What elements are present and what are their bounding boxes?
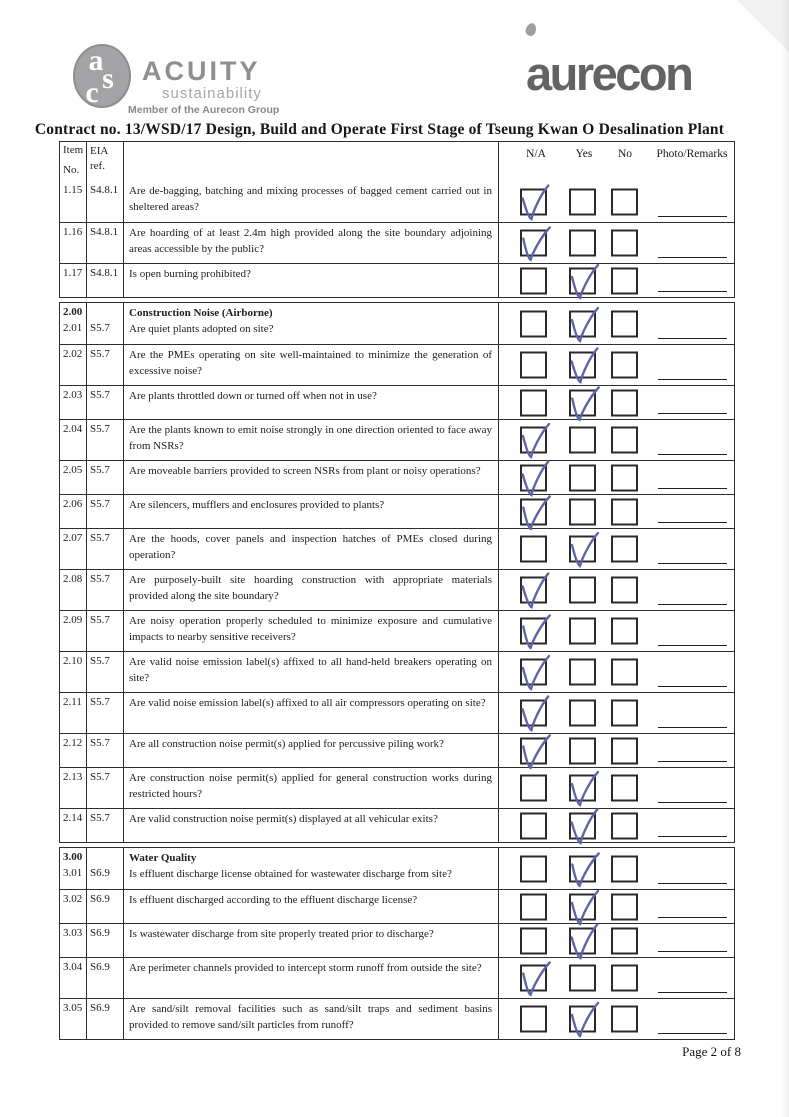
table-row [60,733,734,767]
checkbox-no[interactable] [611,188,638,215]
answer-cell [499,999,734,1039]
checkmark-icon [565,1000,603,1048]
question-text: Are valid noise emission label(s) affixed to all hand-held breakers operating on site? [129,656,492,684]
answer-cell [499,734,734,767]
eia-ref: S5.7 [90,771,110,783]
item-no: 2.11 [63,696,82,708]
checkbox-na[interactable] [520,812,547,839]
answer-cell [499,768,734,808]
item-no-cell [60,768,87,808]
eia-ref: S6.9 [90,1002,110,1014]
question-text: Are de-bagging, batching and mixing processes of bagged cement carried out in sheltered areas? [129,185,492,213]
scan-edge-shadow [782,0,789,1117]
aurecon-wordmark: aurecon [526,47,692,100]
question-cell [124,611,499,651]
remarks-line[interactable] [658,257,727,258]
eia-ref-cell [87,264,124,297]
eia-ref: S6.9 [90,893,110,905]
header-item-no: Item No. [60,142,87,181]
item-no: 3.05 [63,1002,83,1014]
item-no: 2.07 [63,532,83,544]
remarks-line[interactable] [658,488,727,489]
eia-ref: S5.7 [90,812,110,824]
eia-ref: S5.7 [90,696,110,708]
svg-text:a: a [88,44,104,77]
eia-ref-cell [87,529,124,569]
checkbox-no[interactable] [611,927,638,954]
acuity-monogram-icon [72,44,132,113]
checkbox-no[interactable] [611,267,638,294]
question-cell [124,420,499,460]
acuity-wordmark: ACUITY [142,56,261,86]
question-text: Are moveable barriers provided to screen NSRs from plant or noisy operations? [129,465,481,477]
eia-ref: S5.7 [90,322,110,334]
header-answers [499,142,734,181]
question-text: Are valid noise emission label(s) affixed to all air compressors operating on site? [129,697,486,709]
checkbox-yes[interactable] [569,737,596,764]
answer-cell [499,809,734,842]
eia-ref-cell [87,652,124,692]
item-no: 2.03 [63,389,83,401]
checkbox-na[interactable] [520,775,547,802]
question-cell [124,181,499,222]
table-row [60,494,734,528]
eia-ref: S5.7 [90,532,110,544]
checkbox-no[interactable] [611,855,638,882]
answer-cell [499,223,734,263]
aurecon-dot-icon [524,22,538,37]
question-text: Is effluent discharged according to the effluent discharge license? [129,894,418,906]
header-photo-remarks: Photo/Remarks [656,148,728,160]
eia-ref-cell [87,495,124,528]
item-no-cell [60,181,87,222]
item-no: 3.02 [63,893,83,905]
answer-cell [499,264,734,297]
question-text: Are noisy operation properly scheduled to minimize exposure and cumulative impacts to nearby sensitive receivers? [129,615,492,643]
table-row [60,889,734,923]
acuity-subtitle: sustainability [162,85,262,102]
item-no-cell [60,529,87,569]
eia-ref: S5.7 [90,389,110,401]
eia-ref-cell [87,734,124,767]
eia-ref: S5.7 [90,498,110,510]
item-no: 1.15 [63,184,83,196]
checkbox-yes[interactable] [569,700,596,727]
eia-ref-cell [87,223,124,263]
eia-ref-cell [87,848,124,889]
section-no: 3.00 [63,851,83,863]
answer-cell [499,345,734,385]
answer-cell [499,461,734,494]
remarks-line[interactable] [658,883,727,884]
segment-rows [60,181,734,297]
answer-cell [499,958,734,998]
item-no-cell [60,611,87,651]
checkbox-na[interactable] [520,536,547,563]
svg-text:s: s [102,62,114,95]
question-cell [124,461,499,494]
remarks-line[interactable] [658,727,727,728]
question-text: Are the plants known to emit noise strongly in one direction oriented to face away from NSRs? [129,424,492,452]
item-no-cell [60,890,87,923]
item-no-cell [60,693,87,733]
checkbox-na[interactable] [520,927,547,954]
section-title: Construction Noise (Airborne) [129,307,273,319]
item-no-cell [60,999,87,1039]
header-yes: Yes [575,148,593,160]
table-row [60,344,734,385]
table-row [60,528,734,569]
answer-cell [499,529,734,569]
question-text: Are all construction noise permit(s) applied for percussive piling work? [129,738,444,750]
checkbox-yes[interactable] [569,965,596,992]
checkbox-yes[interactable] [569,659,596,686]
item-no-cell [60,958,87,998]
eia-ref-cell [87,570,124,610]
eia-ref-cell [87,958,124,998]
table-row [60,848,734,889]
checkbox-no[interactable] [611,737,638,764]
eia-ref-cell [87,924,124,957]
answer-cell [499,570,734,610]
table-row [60,651,734,692]
item-no: 2.01 [63,322,83,334]
checkbox-no[interactable] [611,577,638,604]
item-no-cell [60,303,87,344]
question-text: Are perimeter channels provided to intercept storm runoff from outside the site? [129,962,482,974]
table-row [60,460,734,494]
table-row [60,222,734,263]
checkbox-na[interactable] [520,267,547,294]
checkbox-yes[interactable] [569,498,596,525]
page-title: Contract no. 13/WSD/17 Design, Build and Operate First Stage of Tseung Kwan O Desalination Plant [34,121,725,138]
table-row [60,569,734,610]
item-no-cell [60,420,87,460]
question-cell [124,693,499,733]
segment-rows [60,848,734,1039]
question-cell [124,264,499,297]
question-text: Are silencers, mufflers and enclosures provided to plants? [129,499,385,511]
question-cell [124,529,499,569]
remarks-line[interactable] [658,1033,727,1034]
header-na: N/A [526,148,546,160]
remarks-line[interactable] [658,216,727,217]
remarks-line[interactable] [658,454,727,455]
question-text: Are hoarding of at least 2.4m high provided along the site boundary adjoining areas accessible by the public? [129,227,492,255]
answer-cell [499,848,734,889]
remarks-line[interactable] [658,413,727,414]
aurecon-logo [526,47,692,100]
answer-cell [499,693,734,733]
table-row [60,181,734,222]
checkbox-no[interactable] [611,659,638,686]
question-cell [124,652,499,692]
question-cell [124,386,499,419]
item-no: 3.04 [63,961,83,973]
table-row [60,263,734,297]
answer-cell [499,386,734,419]
question-text: Is effluent discharge license obtained for wastewater discharge from site? [129,867,452,880]
question-cell [124,223,499,263]
remarks-line[interactable] [658,291,727,292]
eia-ref: S6.9 [90,867,110,879]
item-no: 2.14 [63,812,83,824]
question-cell [124,495,499,528]
eia-ref-cell [87,809,124,842]
checkbox-no[interactable] [611,498,638,525]
question-cell [124,734,499,767]
question-cell [124,768,499,808]
item-no: 2.12 [63,737,83,749]
checkbox-no[interactable] [611,310,638,337]
question-text: Are sand/silt removal facilities such as sand/silt traps and sediment basins provided to remove sand/silt particles from runoff? [129,1003,492,1031]
remarks-line[interactable] [658,992,727,993]
remarks-line[interactable] [658,686,727,687]
checkbox-no[interactable] [611,230,638,257]
checkbox-no[interactable] [611,775,638,802]
eia-ref: S5.7 [90,614,110,626]
checklist-table [59,141,735,1044]
eia-ref: S5.7 [90,737,110,749]
question-cell [124,809,499,842]
checkbox-na[interactable] [520,893,547,920]
item-no: 3.03 [63,927,83,939]
checkbox-no[interactable] [611,389,638,416]
table-row [60,692,734,733]
eia-ref-cell [87,345,124,385]
answer-cell [499,611,734,651]
question-cell [124,303,499,344]
checkbox-no[interactable] [611,352,638,379]
checkbox-yes[interactable] [569,618,596,645]
item-no: 2.05 [63,464,83,476]
question-text: Are the PMEs operating on site well-maintained to minimize the generation of excessive noise? [129,349,492,377]
item-no: 2.10 [63,655,83,667]
answer-cell [499,924,734,957]
item-no-cell [60,461,87,494]
remarks-line[interactable] [658,645,727,646]
question-cell [124,345,499,385]
checkbox-no[interactable] [611,1006,638,1033]
checkbox-yes[interactable] [569,464,596,491]
remarks-line[interactable] [658,379,727,380]
item-no-cell [60,223,87,263]
svg-text:c: c [85,76,99,108]
question-text: Is open burning prohibited? [129,268,251,280]
eia-ref-cell [87,890,124,923]
checkbox-no[interactable] [611,618,638,645]
remarks-line[interactable] [658,836,727,837]
eia-ref: S4.8.1 [90,184,119,196]
checkbox-yes[interactable] [569,427,596,454]
answer-cell [499,420,734,460]
eia-ref-cell [87,303,124,344]
question-text: Are the hoods, cover panels and inspection hatches of PMEs closed during operation? [129,533,492,561]
remarks-line[interactable] [658,802,727,803]
eia-ref: S6.9 [90,927,110,939]
header-eia-ref: EIA ref. [87,142,124,181]
item-no-cell [60,848,87,889]
item-no: 2.09 [63,614,83,626]
eia-ref: S5.7 [90,655,110,667]
item-no: 3.01 [63,867,83,879]
remarks-line[interactable] [658,917,727,918]
item-no-cell [60,652,87,692]
answer-cell [499,652,734,692]
eia-ref: S5.7 [90,348,110,360]
eia-ref: S5.7 [90,423,110,435]
item-no-cell [60,809,87,842]
checkbox-na[interactable] [520,1006,547,1033]
table-row [60,610,734,651]
item-no-cell [60,264,87,297]
table-row [60,767,734,808]
table-row [60,998,734,1039]
question-text: Are valid construction noise permit(s) displayed at all vehicular exits? [129,813,438,825]
eia-ref-cell [87,181,124,222]
checkbox-yes[interactable] [569,188,596,215]
checkbox-na[interactable] [520,352,547,379]
table-row [60,385,734,419]
checkbox-na[interactable] [520,310,547,337]
question-text: Are construction noise permit(s) applied for general construction works during restricted hours? [129,772,492,800]
section-title: Water Quality [129,852,197,864]
item-no: 1.17 [63,267,83,279]
eia-ref-cell [87,386,124,419]
segment-rows [60,303,734,842]
eia-ref: S5.7 [90,464,110,476]
question-cell [124,924,499,957]
item-no-cell [60,495,87,528]
table-header-row [60,142,734,181]
table-segment-3 [59,847,735,1040]
answer-cell [499,181,734,222]
checkbox-no[interactable] [611,464,638,491]
checkbox-na[interactable] [520,389,547,416]
eia-ref-cell [87,768,124,808]
checkbox-yes[interactable] [569,577,596,604]
remarks-line[interactable] [658,522,727,523]
item-no-cell [60,734,87,767]
checkbox-no[interactable] [611,427,638,454]
table-segment-2 [59,302,735,843]
question-cell [124,570,499,610]
item-no: 2.04 [63,423,83,435]
eia-ref-cell [87,420,124,460]
section-no: 2.00 [63,306,83,318]
eia-ref: S6.9 [90,961,110,973]
table-row [60,923,734,957]
checkbox-na[interactable] [520,855,547,882]
eia-ref-cell [87,693,124,733]
item-no: 2.02 [63,348,83,360]
table-row [60,957,734,998]
item-no: 2.08 [63,573,83,585]
question-cell [124,890,499,923]
acuity-tagline: Member of the Aurecon Group [128,104,280,116]
question-text: Are quiet plants adopted on site? [129,322,274,335]
checkbox-no[interactable] [611,965,638,992]
page-number: Page 2 of 8 [682,1044,741,1059]
eia-ref: S4.8.1 [90,267,119,279]
eia-ref: S5.7 [90,573,110,585]
item-no-cell [60,924,87,957]
question-cell [124,848,499,889]
table-row [60,303,734,344]
item-no: 1.16 [63,226,83,238]
question-text: Is wastewater discharge from site properly treated prior to discharge? [129,928,434,940]
answer-cell [499,303,734,344]
answer-cell [499,495,734,528]
remarks-line[interactable] [658,761,727,762]
question-text: Are purposely-built site hoarding construction with appropriate materials provided along the site boundary? [129,574,492,602]
item-no: 2.13 [63,771,83,783]
eia-ref-cell [87,611,124,651]
table-segment-1 [59,141,735,298]
checkbox-no[interactable] [611,812,638,839]
table-row [60,419,734,460]
item-no-cell [60,386,87,419]
question-cell [124,999,499,1039]
table-row [60,808,734,842]
checkbox-no[interactable] [611,893,638,920]
checkbox-no[interactable] [611,536,638,563]
eia-ref-cell [87,461,124,494]
checkbox-no[interactable] [611,700,638,727]
question-text: Are plants throttled down or turned off when not in use? [129,390,377,402]
eia-ref-cell [87,999,124,1039]
remarks-line[interactable] [658,604,727,605]
answer-cell [499,890,734,923]
item-no-cell [60,570,87,610]
remarks-line[interactable] [658,951,727,952]
header-no: No [617,148,633,160]
question-cell [124,958,499,998]
item-no: 2.06 [63,498,83,510]
eia-ref: S4.8.1 [90,226,119,238]
item-no-cell [60,345,87,385]
remarks-line[interactable] [658,563,727,564]
remarks-line[interactable] [658,338,727,339]
checkbox-yes[interactable] [569,230,596,257]
header-question [124,142,499,181]
